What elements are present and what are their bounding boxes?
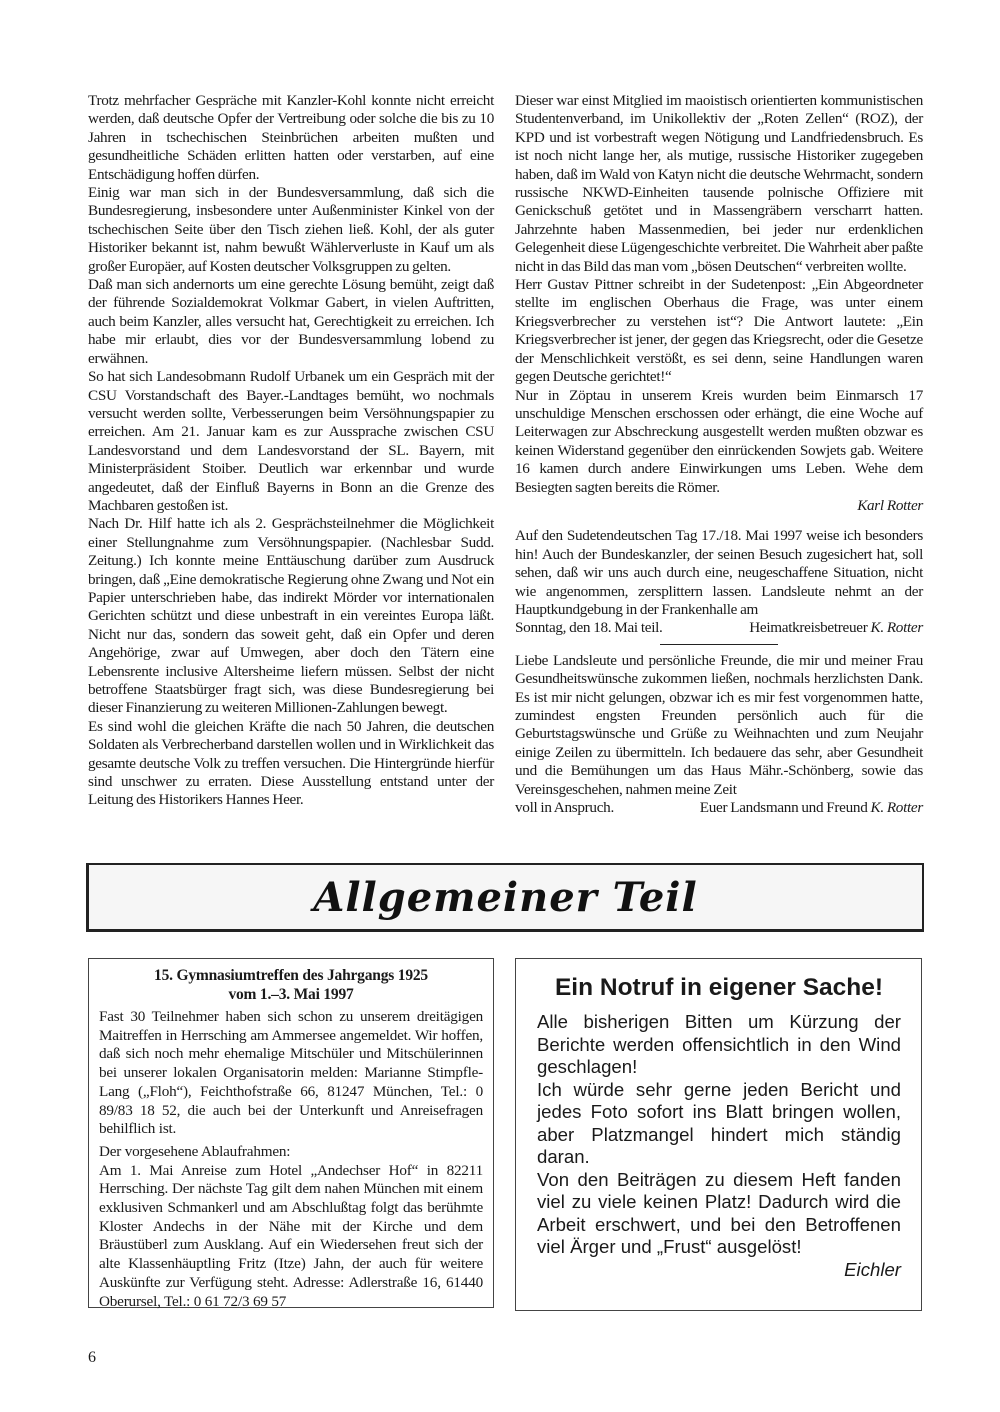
paragraph: Einig war man sich in der Bundesversammlung, daß sich die Bundesregierung, insbesondere unter Außenminister Kinkel von der tschechischen Seite über den Tisch ziehen ließ. Kohl, der als guter Historiker bekannt ist, nahm bewußt Wählerverluste in Kauf um als großer Europäer, auf Kosten deutscher Volksgruppen zu gelten. <box>88 184 494 275</box>
author-name: K. Rotter <box>870 619 923 637</box>
paragraph: Am 1. Mai Anreise zum Hotel „Andechser Hof“ in 82211 Herrsching. Der nächste Tag gilt dem nahen München mit einem exklusiven Schmankerl und am Abschlußtag folgt das berühmte Kloster Andechs in der Nähe mit der Kirche und dem Bräustüberl zum Ausklang. Auf ein Wiedersehen freut sich der alte Klassenhäuptling Fritz (Itze) Jahn, der auch für weitere Auskünfte zur Verfügung steht. Adresse: Adlerstraße 16, 61440 Oberursel, Tel.: 0 61 72/3 69 57 <box>99 1161 483 1310</box>
box-title: 15. Gymnasiumtreffen des Jahrgangs 1925 <box>154 967 428 984</box>
paragraph: Daß man sich andernorts um eine gerechte Lösung bemüht, zeigt daß der führende Sozialdemokrat Volkmar Gabert, in vielen Auftritten, auch beim Kanzler, alles versucht hat, Gerechtigkeit zu erreichen. Ich habe mir erlaubt, dies vor der Bundesversammlung lobend zu erwähnen. <box>88 276 494 367</box>
paragraph: So hat sich Landesobmann Rudolf Urbanek um ein Gespräch mit der CSU Vorstandschaft des Bayer.-Landtages bemüht, wo nochmals versucht werden sollte, Verbesserungen beim Versöhnungspapier zu erreichen. Am 21. Januar kam es zur Aussprache zwischen CSU Landesvorstand und dem Landesvorstand der SL. Bayern, mit Ministerpräsident Stoiber. Deutlich war erkennbar und wurde angedeutet, daß der Einfluß Bayerns in Bonn an die Grenze des Machbaren gestoßen ist. <box>88 368 494 514</box>
notice-box <box>515 958 922 1311</box>
paragraph-heading: Der vorgesehene Ablaufrahmen: <box>99 1142 291 1160</box>
paragraph: Ich würde sehr gerne jeden Bericht und jedes Foto sofort ins Blatt bringen wollen, aber Platzmangel hindert mich ständig daran. <box>537 1078 901 1167</box>
author-signature: Karl Rotter <box>857 496 923 514</box>
paragraph: Nur in Zöptau in unserem Kreis wurden beim Einmarsch 17 unschuldige Menschen erschossen oder erhängt, die eine Woche auf Leiterwagen zur Abschreckung ausgestellt werden mußten obzwar es keinen Widerstand gegenüber den einrückenden Sowjets gab. Weitere 16 kamen durch andere Einwirkungen ums Leben. Wehe dem Besiegten sagten bereits die Römer. <box>515 386 923 496</box>
paragraph-end: voll in Anspruch. <box>515 799 614 817</box>
right-column <box>515 92 923 817</box>
paragraph: Von den Beiträgen zu diesem Heft fanden viel zu viele keinen Platz! Dadurch wird die Arbeit erschwert, und bei den Betroffenen viel Ärger und „Frust“ ausgelöst! <box>537 1168 901 1257</box>
paragraph: Trotz mehrfacher Gespräche mit Kanzler-Kohl konnte nicht erreicht werden, daß deutsche Opfer der Vertreibung oder solche die bis zu 10 Jahren in tschechischen Steinbrüchen arbeiten mußten und gesundheitliche Schäden erlitten hatten oder verstarben, auf eine Entschädigung hoffen dürfen. <box>88 92 494 183</box>
section-title: Allgemeiner Teil <box>313 873 698 921</box>
author-signature: Eichler <box>844 1258 901 1280</box>
paragraph: Fast 30 Teilnehmer haben sich schon zu unserem dreitägigen Maitreffen in Herrsching am Ammersee angemeldet. Wir hoffen, daß sich noch mehr ehemalige Mitschüler und Mitschülerinnen bei unserer lokalen Organisatorin melden: Marianne Stimpfle-Lang („Floh“), Feichthofstraße 66, 81247 München, Tel.: 0 89/83 18 52, die auch bei der Unterkunft und Anreisefragen behilflich ist. <box>99 1008 483 1138</box>
paragraph: Herr Gustav Pittner schreibt in der Sudetenpost: „Ein Abgeordneter stellte im englischen Oberhaus die Frage, was unter einem Kriegsverbrecher zu verstehen ist“? Die Antwort lautete: „Ein Kriegsverbrecher ist jener, der gegen das Kriegsrecht, oder die Gesetze der Menschlichkeit verstößt, es sei denn, seine Handlungen waren gegen Deutsche gerichtet!“ <box>515 276 923 386</box>
author-role: Heimatkreisbetreuer <box>749 619 868 637</box>
page-number: 6 <box>88 1349 96 1366</box>
signature-line <box>515 799 923 817</box>
box-subtitle: vom 1.–3. Mai 1997 <box>228 985 354 1003</box>
author-role: Euer Landsmann und Freund <box>699 799 868 817</box>
author-name: K. Rotter <box>870 799 923 817</box>
signature-line <box>515 619 923 637</box>
paragraph: Dieser war einst Mitglied im maoistisch orientierten kommunistischen Studentenverband, im Unikollektiv der „Roten Zellen“ (ROZ), der KPD und ist vorbestraft wegen Nötigung und Landfriedensbruch. Es ist noch nicht lange her, als mutige, russische Historiker zugegeben haben, daß im Wald von Katyn nicht die deutsche Wehrmacht, sondern russische NKWD-Einheiten tausende polnische Offiziere mit Genickschuß getötet und in Massengräbern verscharrt hatten. Jahrzehnte haben Massenmedien, bei jeder nur erdenklichen Gelegenheit diese Lügengeschichte verbreitet. Die Wahrheit aber paßte nicht in das Bild das man vom „bösen Deutschen“ verbreiten wollte. <box>515 92 923 275</box>
paragraph: Es sind wohl die gleichen Kräfte die nach 50 Jahren, die deutschen Soldaten als Verbrecherband darstellen wollen und in Wirklichkeit das gesamte deutsche Volk zu treffen versuchen. Die Hintergründe hierfür sind unschwer zu erraten. Diese Ausstellung entstand unter der Leitung des Historikers Hannes Heer. <box>88 717 494 809</box>
paragraph: Nach Dr. Hilf hatte ich als 2. Gesprächsteilnehmer die Möglichkeit einer Stellungnahme zum Versöhnungspapier. (Nachlesbar Sudd. Zeitung.) Ich konnte meine Enttäuschung darüber zum Ausdruck bringen, daß „Eine demokratische Regierung ohne Zwang und Not ein Papier unterschrieben habe, das indirekt Mörder vor internationalen Gerichten schützt und diese unbestraft in ein vereintes Europa läßt. Nicht nur das, sondern das soweit geht, daß ein Opfer und deren Angehörige, zwar auf Umwegen, aber doch den Tätern eine Lebensrente inclusive Altersheime liefern müssen. Selbst der nicht betroffene Staatsbürger fragt sich, was diese Bundesregierung bei dieser Finanzierung zu weiteren Millionen-Zahlungen bewegt. <box>88 515 494 717</box>
divider <box>660 644 778 645</box>
paragraph: Alle bisherigen Bitten um Kürzung der Berichte werden offensichtlich in den Wind geschlagen! <box>537 1011 901 1077</box>
paragraph: Auf den Sudetendeutschen Tag 17./18. Mai 1997 weise ich besonders hin! Auch der Bundeskanzler, der seinen Besuch zugesichert hat, soll sehen, daß wir uns auch durch eine, neugeschaffene Situation, nicht wie angenommen, zersplittern lassen. Landsleute nehmt an der Hauptkundgebung in der Frankenhalle am <box>515 527 923 618</box>
paragraph: Liebe Landsleute und persönliche Freunde, die mir und meiner Frau Gesundheitswünsche zukommen ließen, nochmals herzlichsten Dank. Es ist mir nicht gelungen, obzwar ich es mir fest vorgenommen hatte, zumindest engsten Freunden persönlich auch für die Geburtstagswünsche und Grüße zu Weihnachten und zum Neujahr einige Zeilen zu übermitteln. Ich bedauere das sehr, aber Gesundheit und die Bemühungen um das Haus Mähr.-Schönberg, sowie das Vereinsgeschehen, nahmen meine Zeit <box>515 651 923 798</box>
left-column <box>88 92 494 810</box>
notice-title: Ein Notruf in eigener Sache! <box>554 974 884 1001</box>
paragraph-end: Sonntag, den 18. Mai teil. <box>515 619 663 637</box>
gymnasium-meeting-box <box>88 958 494 1308</box>
section-banner <box>86 863 924 932</box>
